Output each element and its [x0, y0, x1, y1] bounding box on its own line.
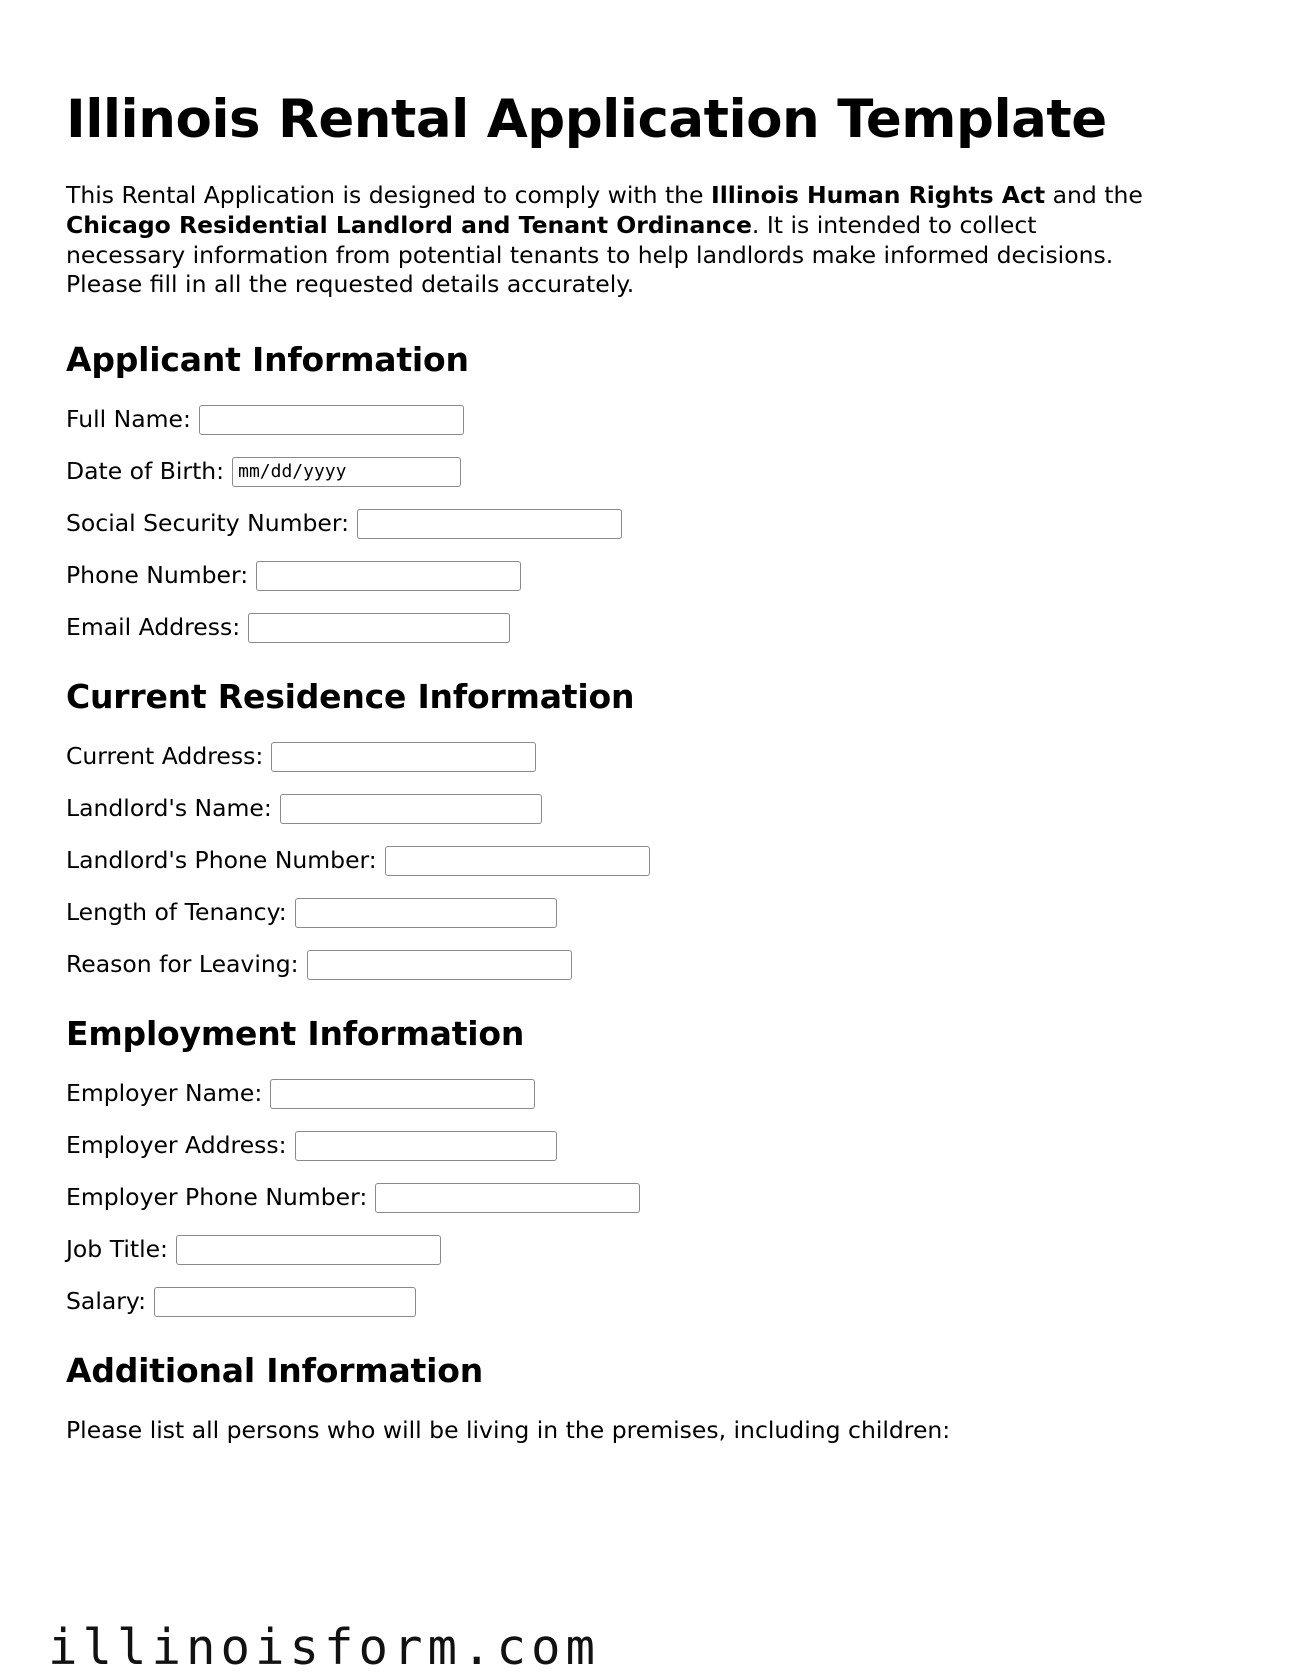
form-field-row	[66, 1131, 1147, 1161]
field-label: Phone Number:	[66, 561, 249, 590]
intro-bold-chicago-ordinance: Chicago Residential Landlord and Tenant Ordinance	[66, 210, 752, 239]
field-label: Employer Address:	[66, 1131, 287, 1160]
field-label: Reason for Leaving:	[66, 950, 299, 979]
form-section	[66, 1014, 1147, 1317]
form-field-row	[66, 846, 1147, 876]
field-input[interactable]	[357, 509, 622, 539]
section-heading: Applicant Information	[66, 339, 469, 379]
field-input[interactable]	[280, 794, 542, 824]
field-input[interactable]	[256, 561, 521, 591]
intro-bold-illinois-human-rights-act: Illinois Human Rights Act	[711, 181, 1046, 210]
field-label: Salary:	[66, 1287, 147, 1316]
field-label: Employer Name:	[66, 1079, 263, 1108]
page-title: Illinois Rental Application Template	[66, 89, 1107, 150]
form-field-row	[66, 742, 1147, 772]
field-label: Job Title:	[66, 1235, 168, 1264]
field-label: Current Address:	[66, 742, 264, 771]
section-heading: Current Residence Information	[66, 676, 635, 716]
field-input[interactable]	[375, 1183, 640, 1213]
form-section	[66, 677, 1147, 980]
form-field-row	[66, 509, 1147, 539]
form-field-row	[66, 950, 1147, 980]
form-field-row	[66, 1183, 1147, 1213]
form-field-row	[66, 561, 1147, 591]
intro-text-part2: and the	[1045, 181, 1143, 210]
field-label: Social Security Number:	[66, 509, 350, 538]
site-watermark: illinoisform.com	[48, 1619, 601, 1676]
section-heading: Additional Information	[66, 1350, 483, 1390]
form-field-row	[66, 1287, 1147, 1317]
field-label: Employer Phone Number:	[66, 1183, 368, 1212]
intro-paragraph	[66, 181, 1147, 299]
form-field-row	[66, 457, 1147, 487]
form-sections	[66, 340, 1147, 1446]
section-heading: Employment Information	[66, 1013, 525, 1053]
field-input[interactable]	[199, 405, 464, 435]
section-note: Please list all persons who will be living in the premises, including children:	[66, 1415, 951, 1444]
field-input[interactable]	[176, 1235, 441, 1265]
form-field-row	[66, 405, 1147, 435]
form-section	[66, 340, 1147, 643]
form-field-row	[66, 1079, 1147, 1109]
field-input[interactable]	[232, 457, 461, 487]
form-section	[66, 1351, 1147, 1446]
field-label: Full Name:	[66, 405, 191, 434]
intro-text-part1: This Rental Application is designed to comply with the	[66, 181, 711, 210]
field-input[interactable]	[248, 613, 510, 643]
form-field-row	[66, 1235, 1147, 1265]
field-input[interactable]	[295, 1131, 557, 1161]
field-input[interactable]	[307, 950, 572, 980]
field-label: Landlord's Name:	[66, 794, 272, 823]
field-input[interactable]	[271, 742, 536, 772]
field-label: Landlord's Phone Number:	[66, 846, 377, 875]
field-input[interactable]	[295, 898, 557, 928]
form-field-row	[66, 898, 1147, 928]
field-label: Email Address:	[66, 613, 241, 642]
form-field-row	[66, 794, 1147, 824]
field-label: Length of Tenancy:	[66, 898, 287, 927]
field-input[interactable]	[270, 1079, 535, 1109]
field-label: Date of Birth:	[66, 457, 225, 486]
field-input[interactable]	[385, 846, 650, 876]
form-field-row	[66, 613, 1147, 643]
field-input[interactable]	[154, 1287, 416, 1317]
intro-text-part3: . It is intended to collect necessary information from potential tenants to help landlords make informed decisions. Please fill in all the requested details accurately.	[66, 210, 1114, 299]
